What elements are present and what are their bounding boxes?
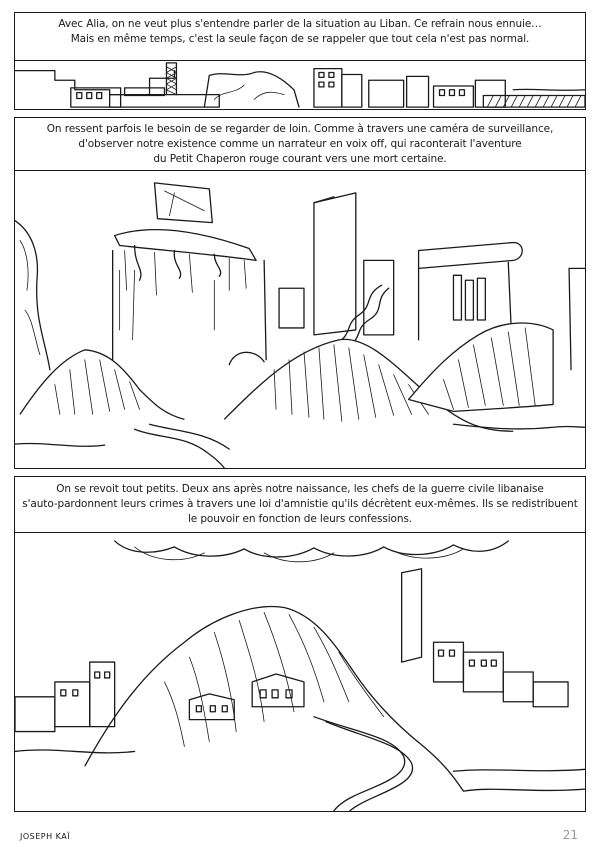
panel-2-illustration: [14, 170, 586, 469]
caption-line: le pouvoir en fonction de leurs confessions.: [187, 513, 413, 525]
caption-line: s'auto-pardonnent leurs crimes à travers une loi d'amnistie qu'ils décrètent eux-mêmes. Ils se redistribuent: [22, 498, 578, 510]
panel-1-cityscape: [14, 60, 586, 110]
caption-line: On ressent parfois le besoin de se regarder de loin. Comme à travers une caméra de surveillance,: [46, 123, 554, 135]
caption-line: du Petit Chaperon rouge courant vers une mort certaine.: [153, 153, 447, 165]
caption-line: Mais en même temps, c'est la seule façon de se rappeler que tout cela n'est pas normal.: [70, 33, 530, 45]
page-number: 21: [562, 828, 578, 842]
artist-signature: JOSEPH KAÏ: [20, 832, 71, 841]
caption-line: On se revoit tout petits. Deux ans après notre naissance, les chefs de la guerre civile libanaise: [56, 483, 544, 495]
panel-1-caption: [14, 17, 586, 47]
panel-2-caption: [14, 122, 586, 167]
caption-line: d'observer notre existence comme un narrateur en voix off, qui raconterait l'aventure: [78, 138, 522, 150]
panel-3-illustration: [14, 532, 586, 812]
caption-line: Avec Alia, on ne veut plus s'entendre parler de la situation au Liban. Ce refrain nous ennuie…: [58, 18, 542, 30]
panel-3-caption: [14, 482, 586, 527]
